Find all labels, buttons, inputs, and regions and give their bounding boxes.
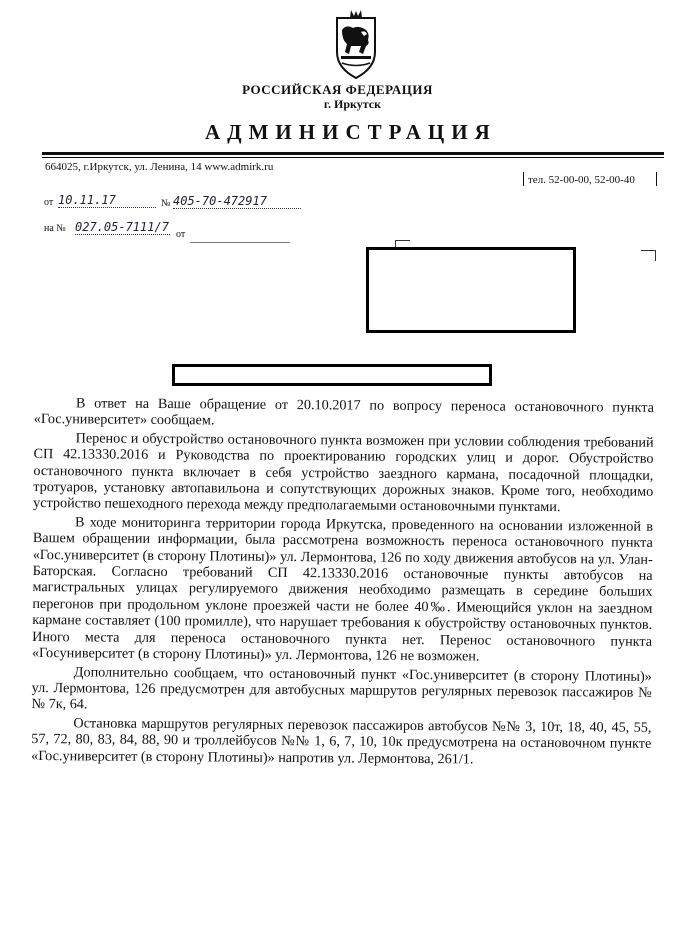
redacted-addressee-box: [366, 247, 576, 333]
paragraph: Дополнительно сообщаем, что остановочный пункт «Гос.университет (в сторону Плотины)» ул. Лермонтова, 126 предусмотрен для автобусных маршрутов регулярных перевозок пассажиров №№ 7к, 64.: [31, 663, 652, 713]
letter-body: [31, 395, 654, 769]
reply-date: [190, 228, 290, 243]
outgoing-date: 10.11.17: [58, 193, 156, 208]
redacted-salutation-box: [172, 364, 492, 386]
country-name: РОССИЙСКАЯ ФЕДЕРАЦИЯ: [242, 82, 433, 97]
paragraph: В ходе мониторинга территории города Иркутска, проведенного на основании изложенной в Вашем обращении информации, была рассмотрена возможность переноса остановочного пункта «Гос.университет (в сторону Плотины)» ул. Лермонтова, 126 по ходу движения автобусов на ул. Улан-Баторская. Согласно требований СП 42.13330.2016 остановочные пункты автобусов на магистральных улицах регулируемого движения необходимо размещать в середине больших перегонов при продольном уклоне проезжей части не более 40‰. Имеющийся уклон на заездном кармане составляет (100 промилле), что нарушает требования к обустройству остановочных пунктов. Иного места для переноса остановочного пункта нет. Перенос остановочного пункта «Госуниверситет (в сторону Плотины)» ул. Лермонтова, 126 не возможен.: [31, 514, 654, 665]
phone-line: тел. 52-00-00, 52-00-40: [528, 174, 635, 186]
reply-date-label: от: [176, 229, 186, 240]
from-label: от: [44, 197, 54, 208]
paragraph: В ответ на Ваше обращение от 20.10.2017 по вопросу переноса остановочного пункта «Гос.университет» сообщаем.: [33, 395, 654, 429]
paragraph: Остановка маршрутов регулярных перевозок пассажиров автобусов №№ 3, 10т, 18, 40, 45, 55, 57, 72, 80, 83, 84, 88, 90 и троллейбусов №№ 1, 6, 7, 10, 10к предусмотрена на остановочном пункте «Гос.университет (в сторону Плотины)» напротив ул. Лермонтова, 261/1.: [31, 715, 652, 767]
header-rule: [42, 152, 664, 155]
header-rule-thin: [42, 157, 664, 158]
address-line: 664025, г.Иркутск, ул. Ленина, 14 www.admirk.ru: [45, 161, 274, 173]
addressee-corner-right: [641, 250, 656, 261]
number-label: №: [161, 198, 171, 209]
reply-number: 027.05-7111/7: [75, 220, 169, 234]
reply-label: на №: [44, 223, 66, 234]
coat-of-arms-icon: [333, 8, 379, 82]
city-name: г. Иркутск: [323, 97, 382, 111]
document-title: АДМИНИСТРАЦИЯ: [205, 120, 497, 144]
paragraph: Перенос и обустройство остановочного пункта возможен при условии соблюдения требований СП 42.13330.2016 и Руководства по проектированию городских улиц и дорог. Обустройство остановочного пункта включает в себя устройство заездного кармана, посадочной площадки, тротуаров, установку автопавильона и сопутствующих дорожных знаков. Кроме того, необходимо устройство пешеходного перехода между предполагаемыми остановочными пунктами.: [33, 430, 654, 516]
outgoing-number: 405-70-472917: [173, 194, 301, 209]
